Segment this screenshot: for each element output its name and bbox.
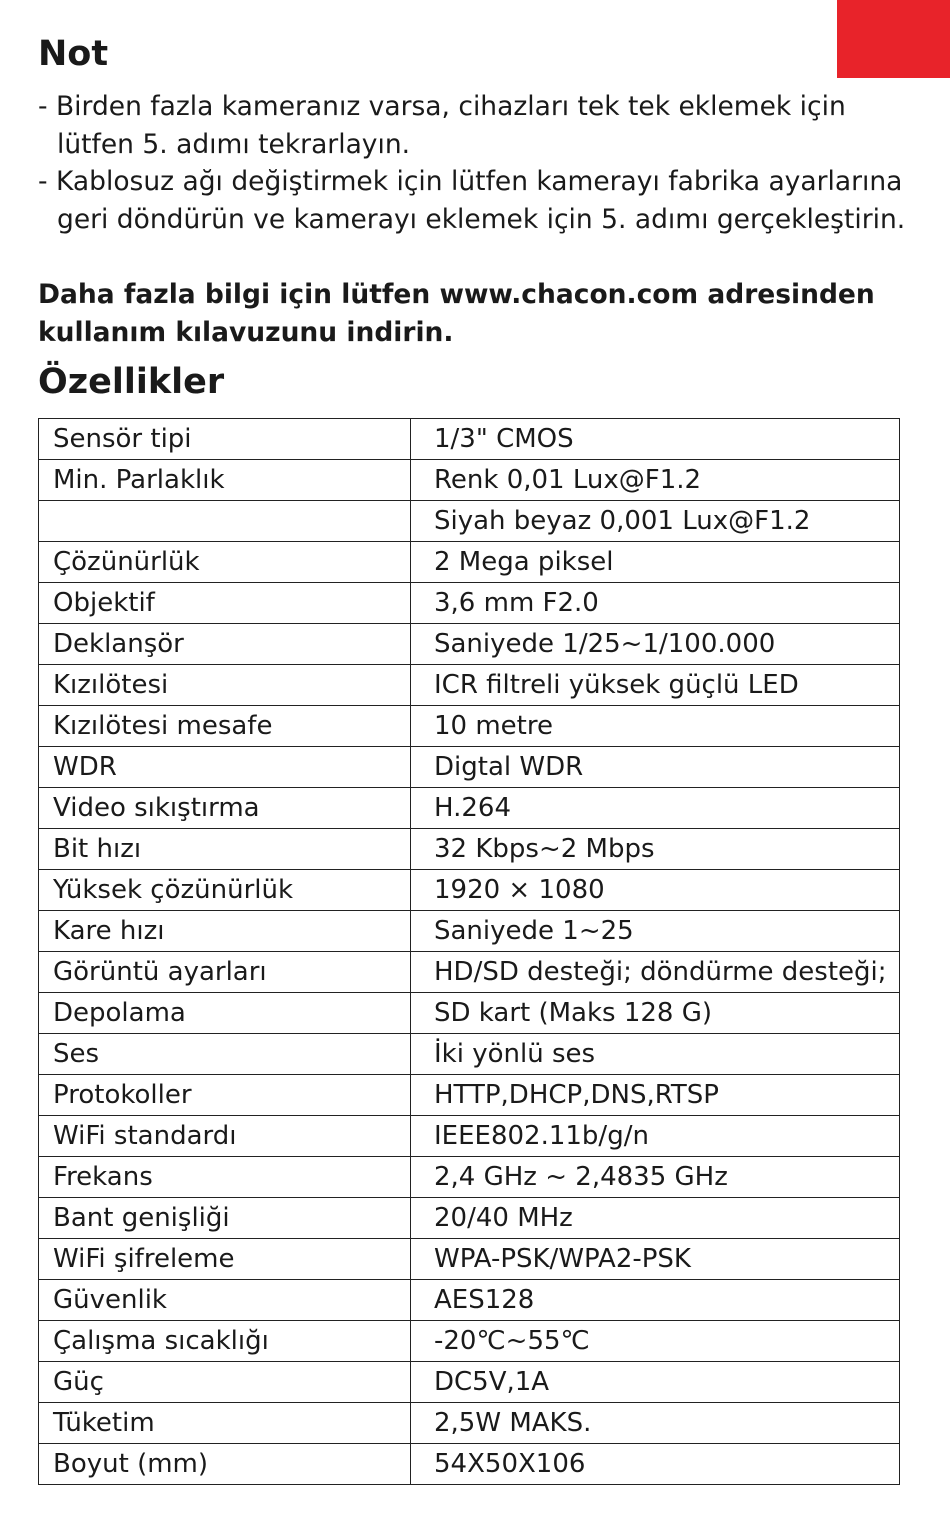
table-row (39, 1075, 900, 1116)
spec-label: Video sıkıştırma (39, 788, 411, 829)
specifications-table-body (39, 419, 900, 1485)
spec-value: 32 Kbps~2 Mbps (411, 829, 900, 870)
table-row (39, 1116, 900, 1157)
spec-value: ICR filtreli yüksek güçlü LED (411, 665, 900, 706)
spec-label: Yüksek çözünürlük (39, 870, 411, 911)
note-item: - Kablosuz ağı değiştirmek için lütfen kamerayı fabrika ayarlarına geri döndürün ve kamerayı eklemek için 5. adımı gerçekleştirin. (38, 166, 906, 235)
spec-label: Bit hızı (39, 829, 411, 870)
more-info-text: Daha fazla bilgi için lütfen www.chacon.com adresinden kullanım kılavuzunu indirin. (38, 279, 875, 348)
table-row (39, 419, 900, 460)
note-item: - Birden fazla kameranız varsa, cihazları tek tek eklemek için lütfen 5. adımı tekrarlayın. (38, 91, 846, 160)
table-row (39, 583, 900, 624)
spec-label: Görüntü ayarları (39, 952, 411, 993)
spec-value: 54X50X106 (411, 1444, 900, 1485)
spec-label (39, 501, 411, 542)
spec-label: Ses (39, 1034, 411, 1075)
spec-label: Kare hızı (39, 911, 411, 952)
table-row (39, 1280, 900, 1321)
table-row (39, 952, 900, 993)
spec-value: 1/3" CMOS (411, 419, 900, 460)
spec-label: Tüketim (39, 1403, 411, 1444)
spec-value: WPA-PSK/WPA2-PSK (411, 1239, 900, 1280)
spec-value: H.264 (411, 788, 900, 829)
spec-value: 2 Mega piksel (411, 542, 900, 583)
table-row (39, 1321, 900, 1362)
table-row (39, 788, 900, 829)
spec-value: -20℃~55℃ (411, 1321, 900, 1362)
spec-label: Güvenlik (39, 1280, 411, 1321)
spec-label: WDR (39, 747, 411, 788)
spec-value: IEEE802.11b/g/n (411, 1116, 900, 1157)
spec-label: Sensör tipi (39, 419, 411, 460)
spec-label: Deklanşör (39, 624, 411, 665)
spec-value: Saniyede 1~25 (411, 911, 900, 952)
red-corner-tab (837, 0, 950, 78)
specifications-table (38, 418, 900, 1485)
spec-value: 3,6 mm F2.0 (411, 583, 900, 624)
spec-label: Depolama (39, 993, 411, 1034)
table-row (39, 829, 900, 870)
spec-value: 2,4 GHz ~ 2,4835 GHz (411, 1157, 900, 1198)
table-row (39, 1198, 900, 1239)
spec-label: Boyut (mm) (39, 1444, 411, 1485)
spec-label: Objektif (39, 583, 411, 624)
table-row (39, 542, 900, 583)
spec-value: AES128 (411, 1280, 900, 1321)
spec-value: HTTP,DHCP,DNS,RTSP (411, 1075, 900, 1116)
spec-label: Min. Parlaklık (39, 460, 411, 501)
spec-label: Protokoller (39, 1075, 411, 1116)
spec-value: HD/SD desteği; döndürme desteği; (411, 952, 900, 993)
table-row (39, 993, 900, 1034)
table-row (39, 1239, 900, 1280)
spec-value: İki yönlü ses (411, 1034, 900, 1075)
spec-value: Siyah beyaz 0,001 Lux@F1.2 (411, 501, 900, 542)
table-row (39, 1403, 900, 1444)
note-heading: Not (38, 34, 109, 74)
table-row (39, 747, 900, 788)
table-row (39, 1034, 900, 1075)
spec-value: Digtal WDR (411, 747, 900, 788)
spec-value: 10 metre (411, 706, 900, 747)
spec-value: 20/40 MHz (411, 1198, 900, 1239)
spec-label: Kızılötesi (39, 665, 411, 706)
table-row (39, 870, 900, 911)
spec-label: Güç (39, 1362, 411, 1403)
spec-label: Çözünürlük (39, 542, 411, 583)
table-row (39, 706, 900, 747)
table-row (39, 1157, 900, 1198)
spec-label: Kızılötesi mesafe (39, 706, 411, 747)
spec-value: SD kart (Maks 128 G) (411, 993, 900, 1034)
spec-value: 2,5W MAKS. (411, 1403, 900, 1444)
spec-value: 1920 × 1080 (411, 870, 900, 911)
spec-value: Renk 0,01 Lux@F1.2 (411, 460, 900, 501)
spec-label: Frekans (39, 1157, 411, 1198)
spec-label: WiFi şifreleme (39, 1239, 411, 1280)
spec-value: DC5V,1A (411, 1362, 900, 1403)
table-row (39, 1444, 900, 1485)
spec-label: Bant genişliği (39, 1198, 411, 1239)
table-row (39, 460, 900, 501)
table-row (39, 1362, 900, 1403)
spec-value: Saniyede 1/25~1/100.000 (411, 624, 900, 665)
spec-label: WiFi standardı (39, 1116, 411, 1157)
spec-label: Çalışma sıcaklığı (39, 1321, 411, 1362)
table-row (39, 665, 900, 706)
note-list (38, 88, 918, 238)
specifications-heading: Özellikler (38, 362, 225, 402)
table-row (39, 911, 900, 952)
table-row (39, 501, 900, 542)
table-row (39, 624, 900, 665)
